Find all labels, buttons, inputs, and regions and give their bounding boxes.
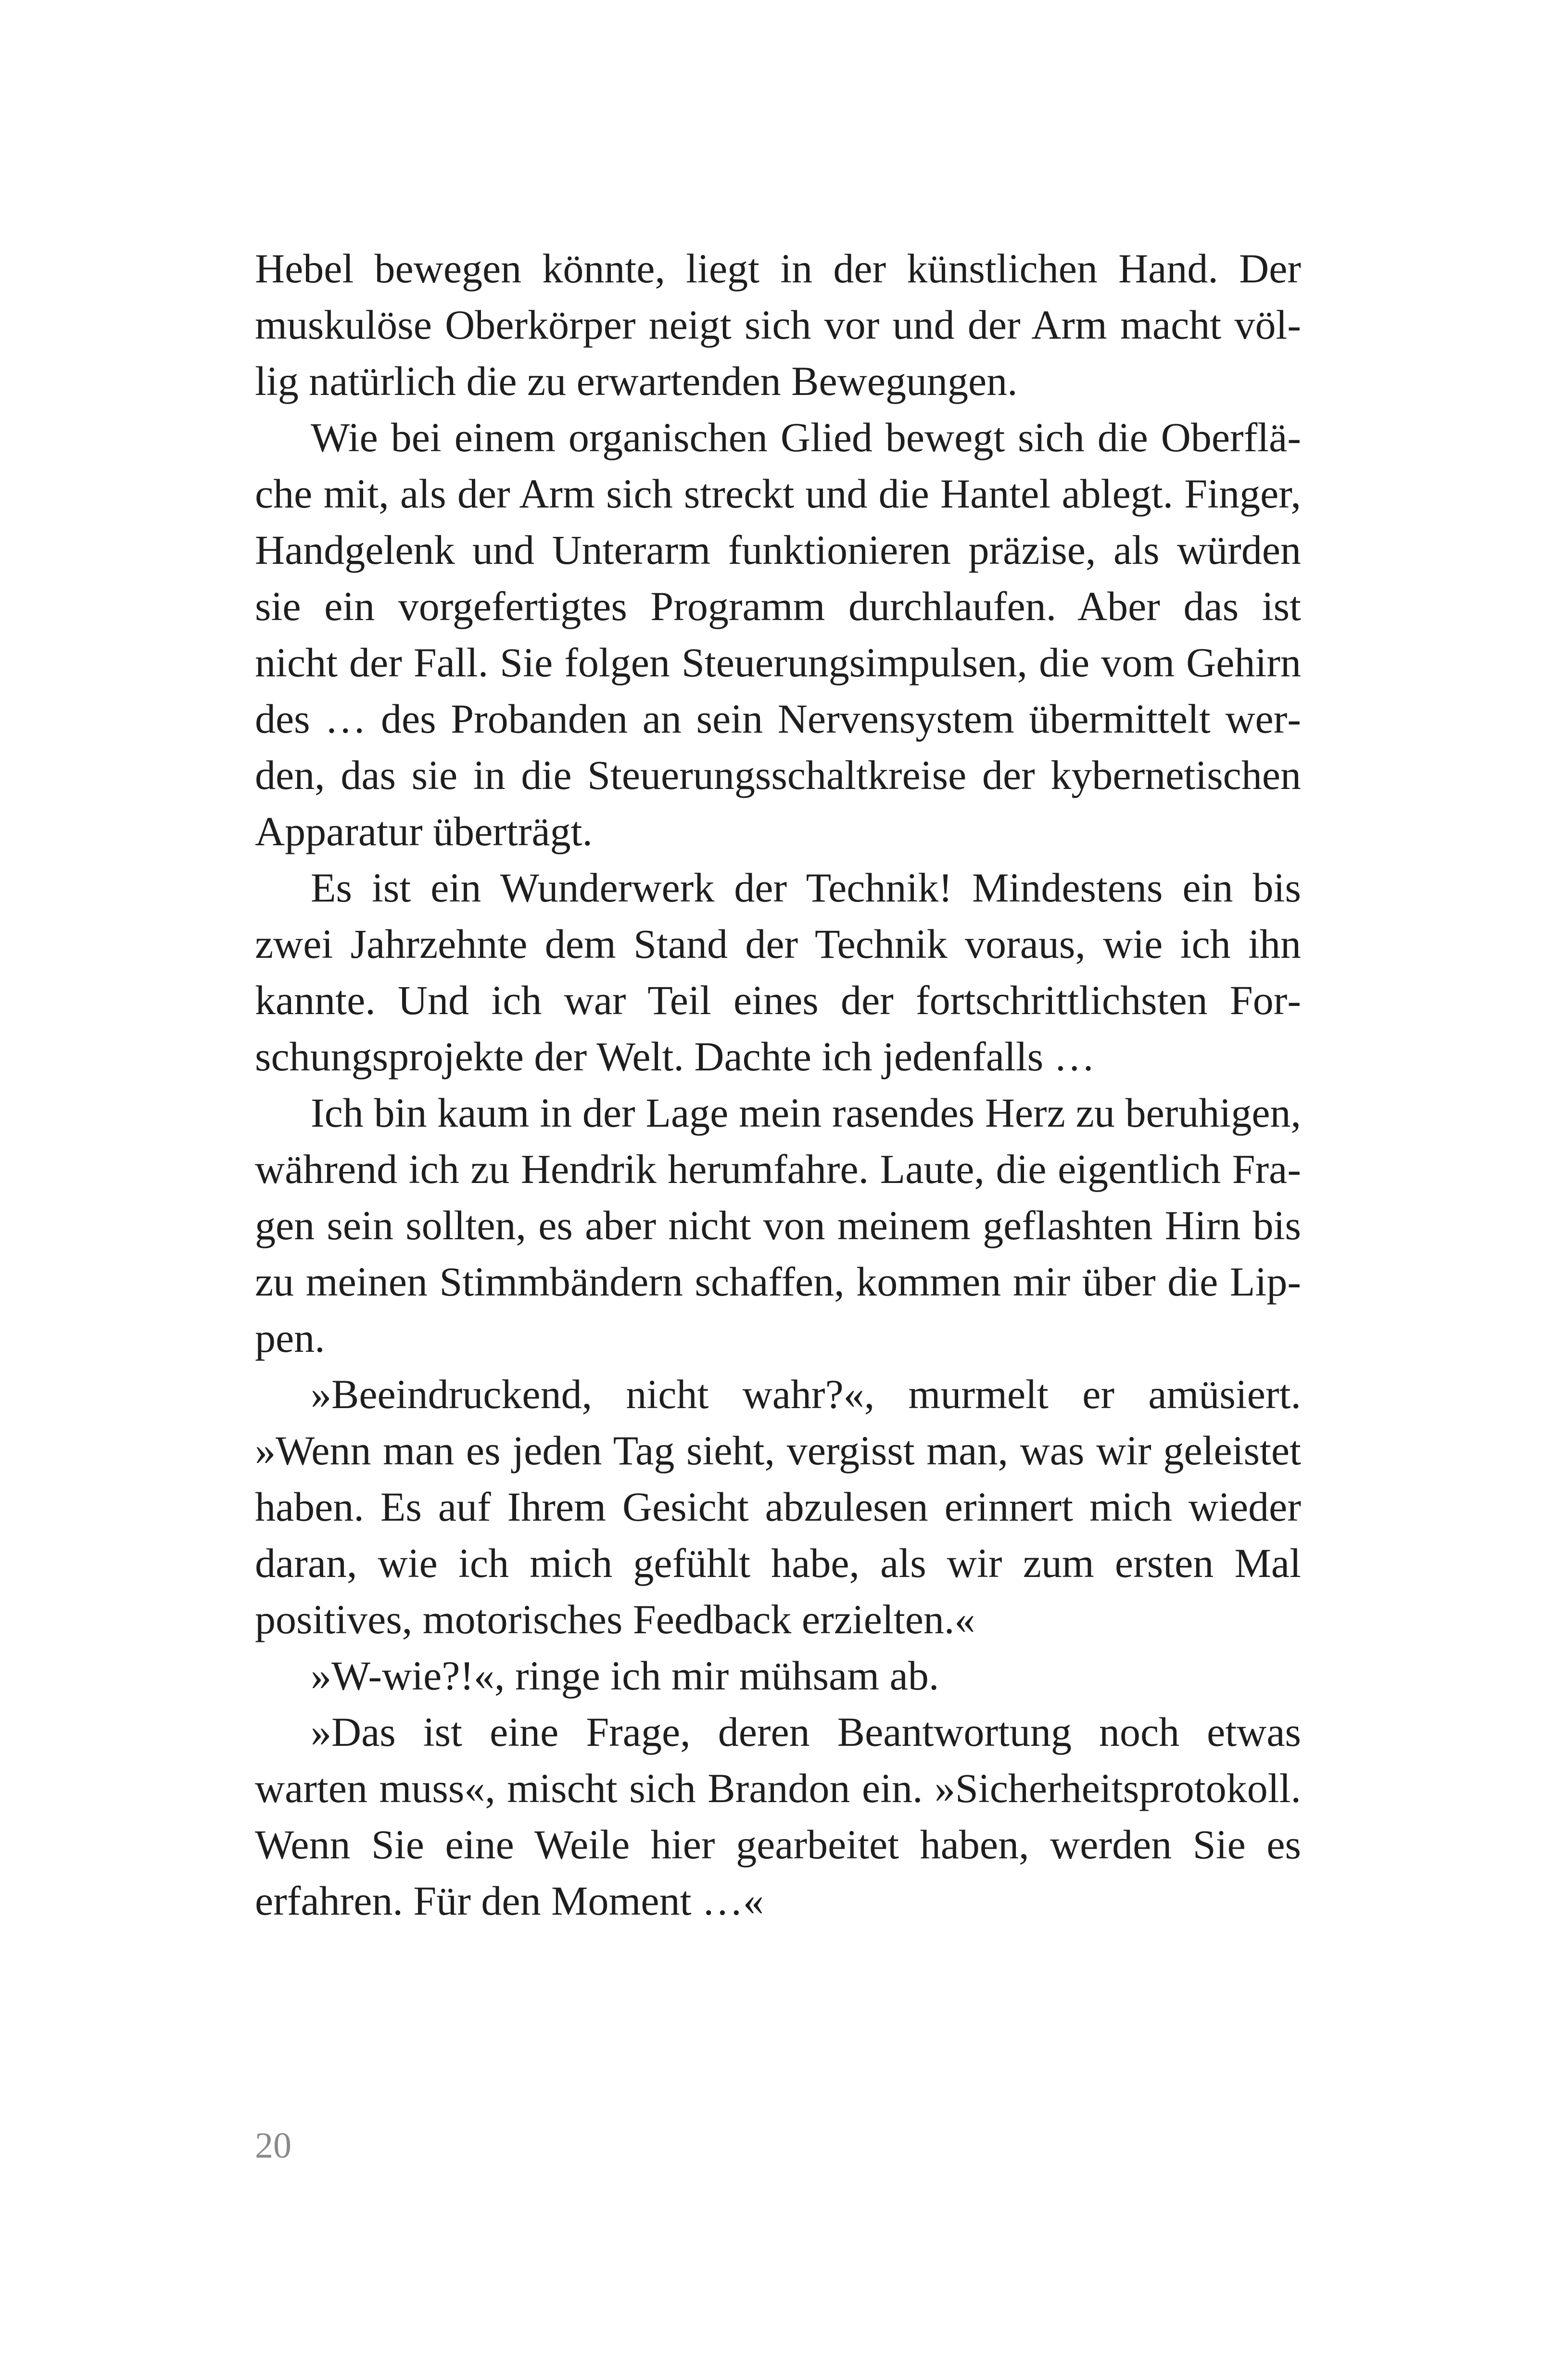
- paragraph: Wie bei einem organischen Glied bewegt sich die Oberfläche mit, als der Arm sich streckt und die Hantel ablegt. Finger, Handgelenk und Unterarm funktionieren präzise, als würden sie ein vorgefertigtes Programm durchlaufen. Aber das ist nicht der Fall. Sie folgen Steuerungsimpulsen, die vom Gehirn des … des Probanden an sein Nervensystem übermittelt werden, das sie in die Steuerungsschaltkreise der kybernetischen Apparatur überträgt.: [255, 414, 1301, 854]
- page-number: 20: [255, 2125, 291, 2166]
- paragraph: Hebel bewegen könnte, liegt in der künstlichen Hand. Der muskulöse Oberkörper neigt sich vor und der Arm macht völlig natürlich die zu erwartenden Bewegungen.: [255, 245, 1301, 404]
- paragraph: »Beeindruckend, nicht wahr?«, murmelt er amüsiert. »Wenn man es jeden Tag sieht, vergisst man, was wir geleistet haben. Es auf Ihrem Gesicht abzulesen erinnert mich wieder daran, wie ich mich gefühlt habe, als wir zum ersten Mal positives, motorisches Feedback erzielten.«: [255, 1371, 1301, 1642]
- body-text: [255, 241, 1301, 1929]
- paragraph: Es ist ein Wunderwerk der Technik! Mindestens ein bis zwei Jahrzehnte dem Stand der Technik voraus, wie ich ihn kannte. Und ich war Teil eines der fortschrittlichsten Forschungsprojekte der Welt. Dachte ich jedenfalls …: [255, 864, 1301, 1080]
- paragraph: Ich bin kaum in der Lage mein rasendes Herz zu beruhigen, während ich zu Hendrik herumfahre. Laute, die eigentlich Fragen sein sollten, es aber nicht von meinem geflashten Hirn bis zu meinen Stimmbändern schaffen, kommen mir über die Lippen.: [255, 1090, 1301, 1361]
- paragraph: »Das ist eine Frage, deren Beantwortung noch etwas warten muss«, mischt sich Brandon ein. »Sicherheitsprotokoll. Wenn Sie eine Weile hier gearbeitet haben, werden Sie es erfahren. Für den Moment …«: [255, 1709, 1301, 1924]
- paragraph: »W-wie?!«, ringe ich mir mühsam ab.: [311, 1652, 939, 1699]
